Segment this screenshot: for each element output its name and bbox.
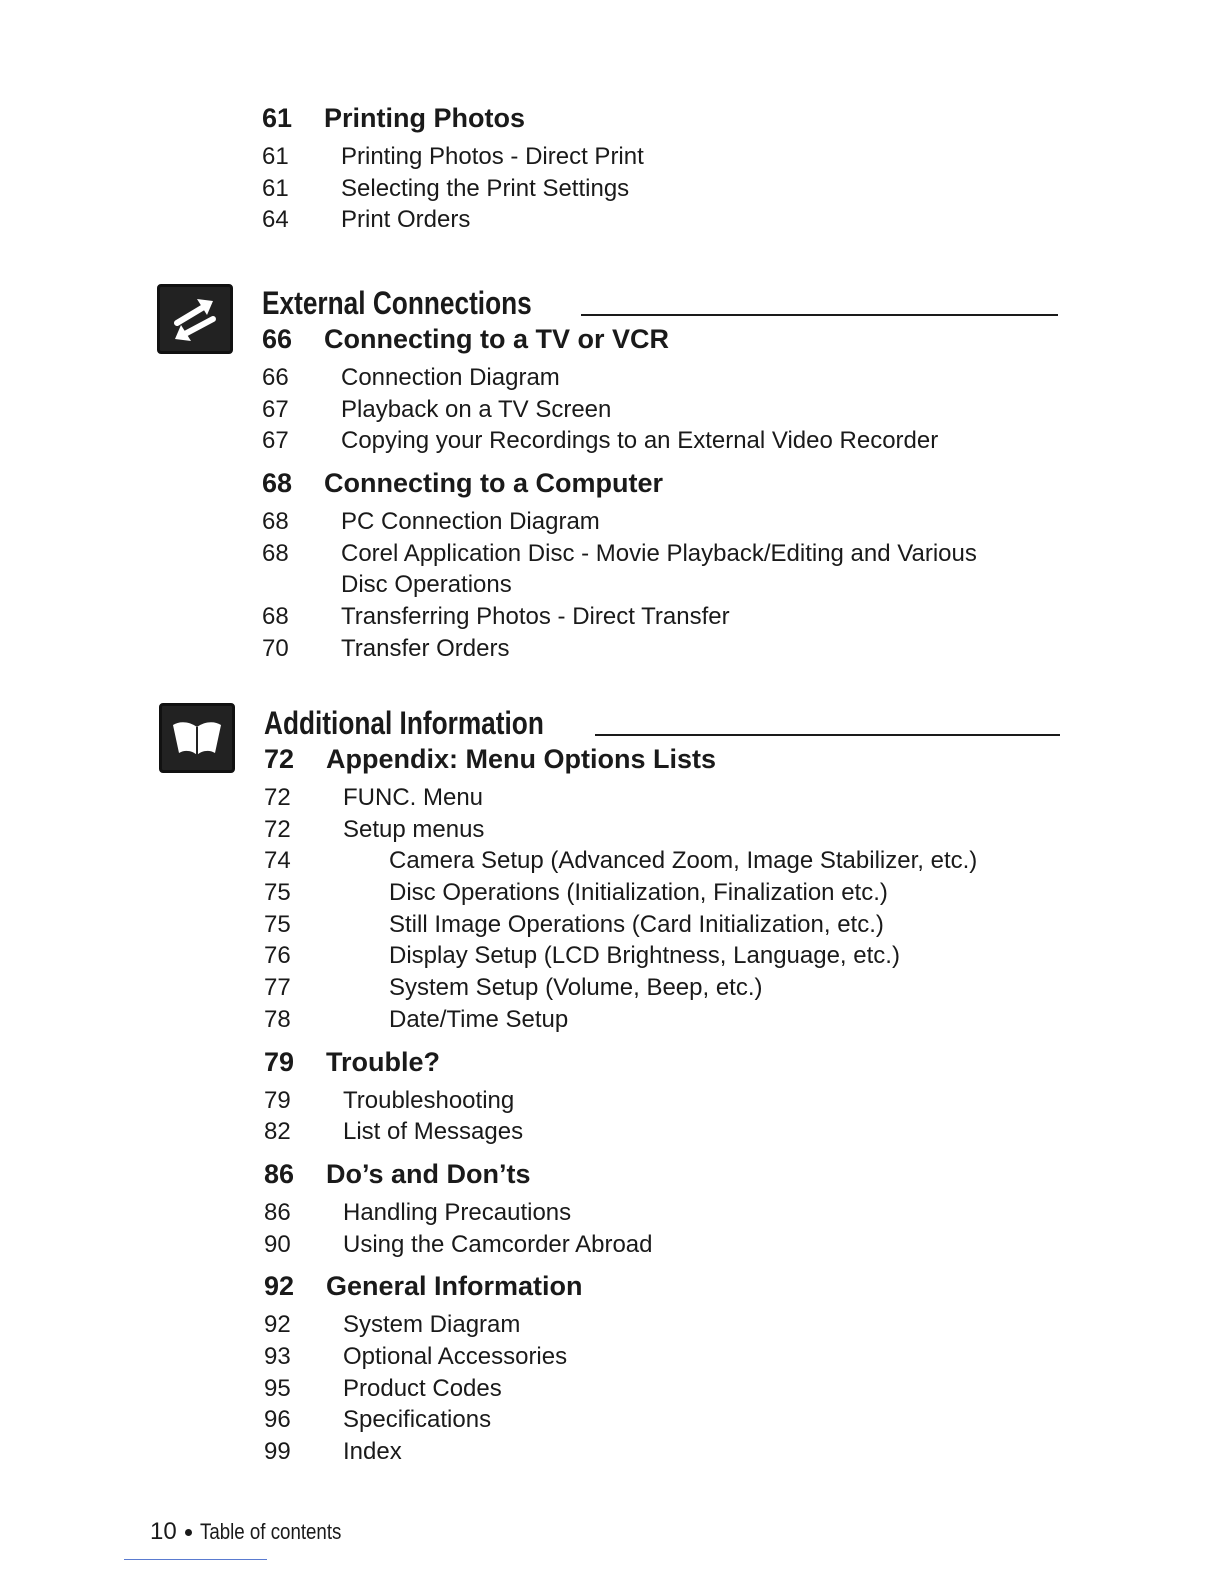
entry-page: 77 [264, 974, 291, 1002]
chapter-title: Printing Photos [324, 103, 525, 133]
toc-subentry[interactable] [264, 974, 1060, 1006]
entry-title: Product Codes [343, 1374, 502, 1402]
entry-title: System Diagram [343, 1311, 521, 1339]
entry-page: 64 [262, 206, 289, 234]
chapter-title: Connecting to a TV or VCR [324, 324, 670, 354]
entry-page: 96 [264, 1406, 291, 1434]
entry-page: 68 [262, 539, 289, 567]
toc-subentry[interactable] [264, 879, 1060, 911]
chapter-page: 68 [262, 468, 293, 499]
entry-title: PC Connection Diagram [341, 508, 600, 536]
heading-rule [595, 734, 1060, 736]
entry-page: 76 [264, 942, 291, 970]
entry-page: 82 [264, 1118, 291, 1146]
chapter-page: 86 [264, 1158, 295, 1189]
entry-title: Index [343, 1438, 402, 1465]
section-printing-photos [262, 103, 1062, 238]
section-external-connections [262, 278, 1058, 667]
entry-page: 99 [264, 1438, 291, 1465]
chapter-printing-photos[interactable] [262, 103, 1062, 143]
page-footer [150, 1518, 366, 1546]
entry-page: 72 [264, 815, 291, 843]
entry-title: Transfer Orders [341, 634, 510, 662]
toc-entry[interactable] [264, 1118, 1060, 1150]
toc-subentry[interactable] [264, 911, 1060, 943]
section-additional-information [264, 698, 1060, 1470]
chapter-page: 61 [262, 103, 293, 133]
toc-subentry[interactable] [264, 942, 1060, 974]
footer-label[interactable]: Table of contents [199, 1519, 342, 1544]
entry-title: Print Orders [341, 206, 471, 234]
entry-page: 95 [264, 1374, 291, 1402]
entry-page: 61 [262, 143, 289, 170]
chapter-page: 79 [264, 1046, 295, 1077]
toc-entry[interactable] [262, 206, 1062, 238]
toc-entry[interactable] [262, 635, 1058, 667]
chapter-trouble[interactable] [264, 1047, 1060, 1087]
toc-entry[interactable] [264, 1231, 1060, 1263]
entry-page: 66 [262, 364, 289, 391]
chapter-connecting-computer[interactable] [262, 468, 1058, 508]
entry-title: Optional Accessories [343, 1342, 568, 1370]
entry-title: Copying your Recordings to an External Video Recorder [341, 427, 939, 455]
entry-title: Specifications [343, 1406, 492, 1434]
entry-page: 68 [262, 508, 289, 536]
entry-page: 70 [262, 634, 289, 662]
entry-page: 74 [264, 847, 291, 875]
toc-entry[interactable] [262, 143, 1062, 175]
toc-entry[interactable] [264, 1311, 1060, 1343]
toc-entry[interactable] [264, 1087, 1060, 1119]
entry-page: 93 [264, 1342, 291, 1370]
toc-subentry[interactable] [264, 1006, 1060, 1038]
chapter-title: General Information [326, 1271, 583, 1302]
footer-underline [124, 1559, 267, 1560]
entry-page: 79 [264, 1086, 291, 1114]
toc-entry[interactable] [262, 508, 1058, 540]
toc-entry[interactable] [264, 784, 1060, 816]
toc-entry[interactable] [264, 816, 1060, 848]
chapter-dos-and-donts[interactable] [264, 1159, 1060, 1199]
entry-title: Selecting the Print Settings [341, 174, 630, 202]
chapter-appendix[interactable] [264, 744, 1060, 784]
toc-entry[interactable] [262, 603, 1058, 635]
toc-entry[interactable] [264, 1375, 1060, 1407]
chapter-title: Connecting to a Computer [324, 468, 663, 499]
footer-page-number: 10 [150, 1518, 177, 1545]
section-heading [264, 698, 1060, 742]
entry-title: Corel Application Disc - Movie Playback/Editing and Various [341, 539, 977, 567]
entry-title: Connection Diagram [341, 364, 560, 391]
entry-page: 72 [264, 784, 291, 811]
chapter-page: 66 [262, 324, 293, 354]
toc-entry[interactable] [262, 364, 1058, 396]
toc-entry[interactable] [264, 1406, 1060, 1438]
entry-page: 86 [264, 1198, 291, 1226]
entry-title: FUNC. Menu [343, 784, 484, 811]
arrows-exchange-icon [157, 284, 233, 354]
section-heading-text: Additional Information [264, 705, 544, 741]
entry-title: Camera Setup (Advanced Zoom, Image Stabilizer, etc.) [389, 847, 978, 875]
entry-page: 61 [262, 174, 289, 202]
chapter-page: 72 [264, 744, 295, 774]
toc-entry[interactable] [262, 396, 1058, 428]
toc-entry[interactable] [262, 427, 1058, 459]
chapter-title: Do’s and Don’ts [326, 1158, 531, 1189]
toc-entry[interactable] [262, 540, 1058, 572]
toc-entry[interactable] [264, 1343, 1060, 1375]
entry-page: 75 [264, 910, 291, 938]
section-heading-text: External Connections [262, 285, 532, 321]
entry-title: Using the Camcorder Abroad [343, 1230, 653, 1258]
entry-page: 67 [262, 427, 289, 455]
heading-rule [581, 314, 1058, 316]
entry-page: 78 [264, 1005, 291, 1033]
toc-entry[interactable] [264, 1199, 1060, 1231]
entry-title: Playback on a TV Screen [341, 395, 612, 423]
chapter-connecting-tv[interactable] [262, 324, 1058, 364]
entry-title: Setup menus [343, 815, 485, 843]
toc-entry[interactable] [264, 1438, 1060, 1470]
entry-title: System Setup (Volume, Beep, etc.) [389, 974, 763, 1002]
open-book-icon [159, 703, 235, 773]
entry-title: Display Setup (LCD Brightness, Language, etc.) [389, 942, 900, 970]
chapter-general-information[interactable] [264, 1271, 1060, 1311]
toc-entry[interactable] [262, 175, 1062, 207]
entry-page: 67 [262, 395, 289, 423]
chapter-page: 92 [264, 1271, 295, 1302]
entry-page: 92 [264, 1311, 291, 1339]
entry-title: List of Messages [343, 1118, 524, 1146]
entry-title-continuation: Disc Operations [341, 571, 512, 599]
entry-title: Handling Precautions [343, 1198, 572, 1226]
chapter-title: Appendix: Menu Options Lists [326, 744, 716, 774]
chapter-title: Trouble? [326, 1046, 440, 1077]
toc-entry-continuation[interactable] [262, 571, 1058, 603]
entry-page: 68 [262, 603, 289, 631]
bullet-icon [185, 1529, 192, 1536]
section-heading [262, 278, 1058, 322]
entry-title: Printing Photos - Direct Print [341, 143, 644, 170]
entry-page: 90 [264, 1230, 291, 1258]
entry-title: Still Image Operations (Card Initialization, etc.) [389, 910, 884, 938]
entry-title: Date/Time Setup [389, 1005, 569, 1033]
toc-subentry[interactable] [264, 847, 1060, 879]
entry-title: Transferring Photos - Direct Transfer [341, 603, 730, 631]
entry-page: 75 [264, 879, 291, 907]
entry-title: Disc Operations (Initialization, Finalization etc.) [389, 879, 888, 907]
entry-title: Troubleshooting [343, 1086, 515, 1114]
